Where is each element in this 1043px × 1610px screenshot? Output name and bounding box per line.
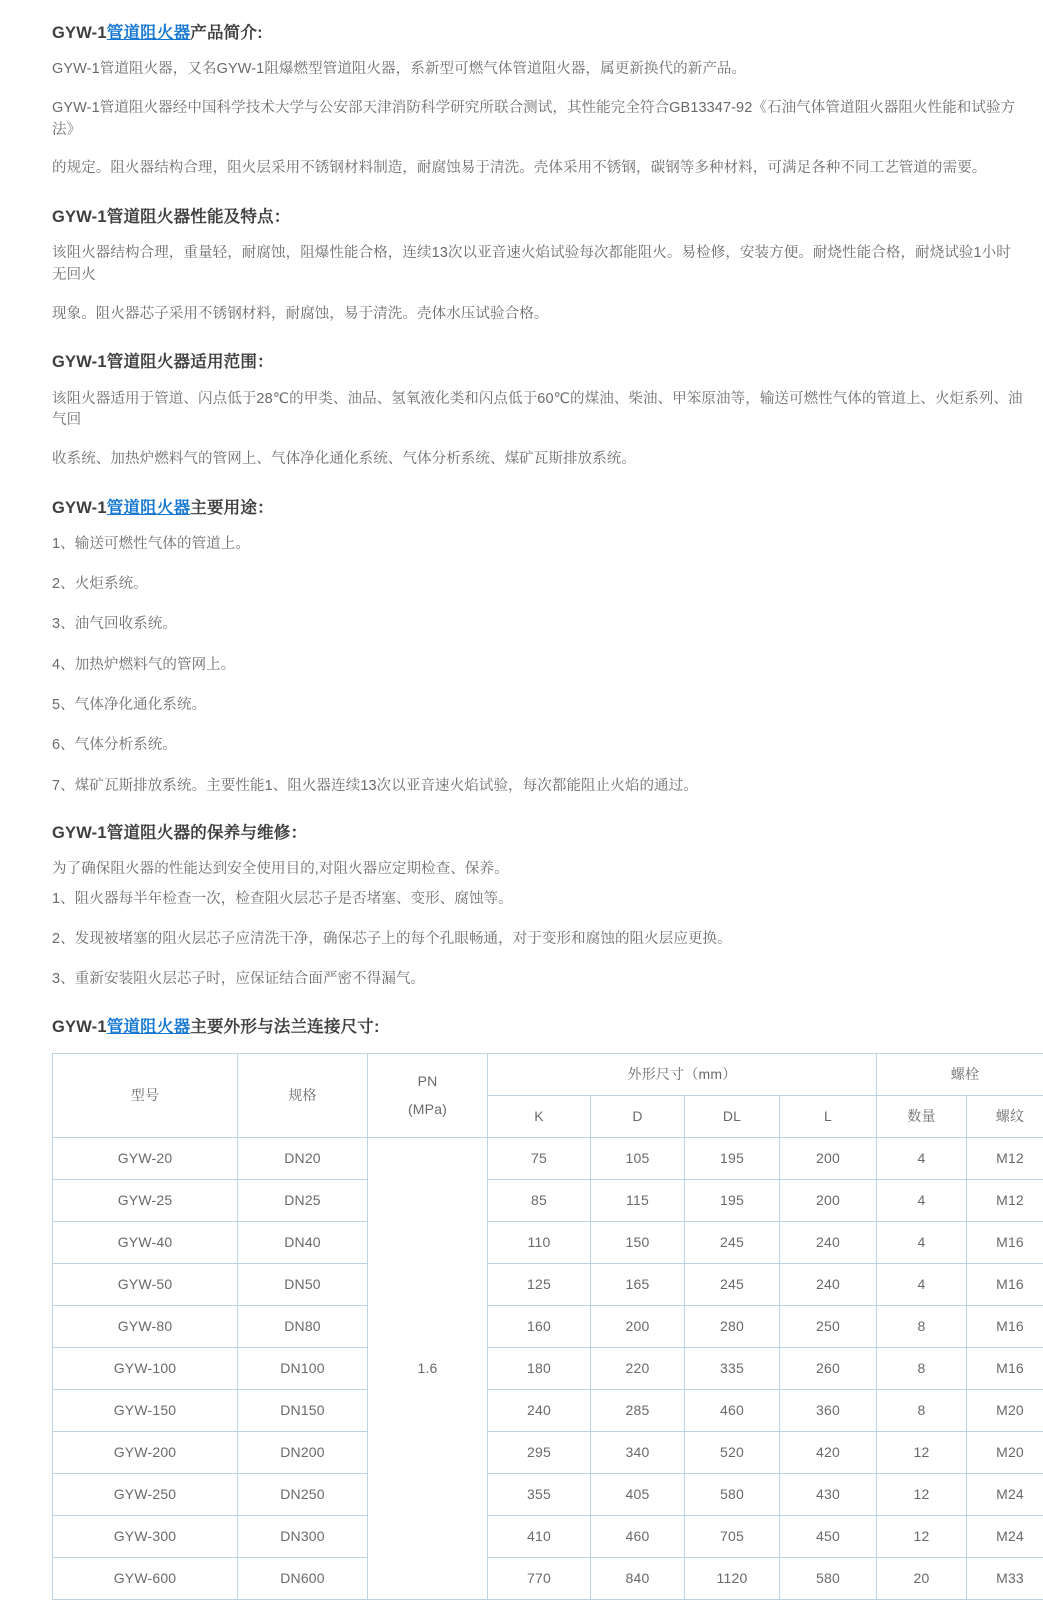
cell-dl: 335 xyxy=(685,1347,780,1389)
cell-qty: 4 xyxy=(877,1221,967,1263)
table-row xyxy=(53,1347,1043,1389)
cell-l: 240 xyxy=(780,1221,877,1263)
header-dl: DL xyxy=(685,1095,780,1137)
heading-dimensions xyxy=(52,1016,1023,1039)
cell-qty: 20 xyxy=(877,1557,967,1599)
cell-k: 355 xyxy=(488,1473,591,1515)
performance-paragraph-2: 现象。阻火器芯子采用不锈钢材料，耐腐蚀，易于清洗。壳体水压试验合格。 xyxy=(52,304,1023,326)
heading-scope: GYW-1管道阻火器适用范围： xyxy=(52,351,1023,374)
header-bolt-group: 螺栓 xyxy=(877,1053,1043,1095)
cell-qty: 4 xyxy=(877,1179,967,1221)
cell-thread: M20 xyxy=(967,1389,1043,1431)
header-k: K xyxy=(488,1095,591,1137)
cell-dl: 245 xyxy=(685,1263,780,1305)
heading-dimensions-prefix: GYW-1 xyxy=(52,1018,107,1036)
cell-dl: 245 xyxy=(685,1221,780,1263)
list-item: 6、气体分析系统。 xyxy=(52,735,1023,755)
spec-table-head xyxy=(53,1053,1043,1137)
cell-k: 410 xyxy=(488,1515,591,1557)
intro-paragraph-2: GYW-1管道阻火器经中国科学技术大学与公安部天津消防科学研究所联合测试，其性能完全符合GB13347-92《石油气体管道阻火器阻火性能和试验方法》 xyxy=(52,98,1023,142)
table-row xyxy=(53,1179,1043,1221)
cell-model: GYW-100 xyxy=(53,1347,238,1389)
cell-dl: 580 xyxy=(685,1473,780,1515)
cell-model: GYW-80 xyxy=(53,1305,238,1347)
cell-d: 405 xyxy=(591,1473,685,1515)
cell-thread: M12 xyxy=(967,1137,1043,1179)
table-row xyxy=(53,1137,1043,1179)
cell-k: 770 xyxy=(488,1557,591,1599)
cell-d: 105 xyxy=(591,1137,685,1179)
header-pn-line1: PN xyxy=(368,1067,487,1095)
cell-model: GYW-200 xyxy=(53,1431,238,1473)
cell-model: GYW-20 xyxy=(53,1137,238,1179)
cell-k: 295 xyxy=(488,1431,591,1473)
cell-l: 260 xyxy=(780,1347,877,1389)
heading-uses-suffix: 主要用途： xyxy=(190,499,274,517)
spec-table-body xyxy=(53,1137,1043,1599)
cell-l: 240 xyxy=(780,1263,877,1305)
cell-dl: 1120 xyxy=(685,1557,780,1599)
cell-spec: DN80 xyxy=(238,1305,368,1347)
cell-model: GYW-25 xyxy=(53,1179,238,1221)
table-row xyxy=(53,1263,1043,1305)
heading-dimensions-link[interactable]: 管道阻火器 xyxy=(107,1018,191,1036)
cell-qty: 12 xyxy=(877,1431,967,1473)
cell-l: 200 xyxy=(780,1179,877,1221)
performance-paragraph-1: 该阻火器结构合理，重量轻，耐腐蚀，阻爆性能合格，连续13次以亚音速火焰试验每次都能阻火。易检修，安装方便。耐烧性能合格，耐烧试验1小时无回火 xyxy=(52,243,1023,287)
list-item: 7、煤矿瓦斯排放系统。主要性能1、阻火器连续13次以亚音速火焰试验，每次都能阻止火焰的通过。 xyxy=(52,776,1023,796)
table-row xyxy=(53,1431,1043,1473)
heading-performance: GYW-1管道阻火器性能及特点： xyxy=(52,206,1023,229)
cell-thread: M24 xyxy=(967,1473,1043,1515)
cell-dl: 280 xyxy=(685,1305,780,1347)
cell-k: 160 xyxy=(488,1305,591,1347)
heading-uses-link[interactable]: 管道阻火器 xyxy=(107,499,191,517)
cell-model: GYW-600 xyxy=(53,1557,238,1599)
list-item: 4、加热炉燃料气的管网上。 xyxy=(52,655,1023,675)
cell-thread: M33 xyxy=(967,1557,1043,1599)
cell-k: 110 xyxy=(488,1221,591,1263)
cell-dl: 520 xyxy=(685,1431,780,1473)
cell-model: GYW-250 xyxy=(53,1473,238,1515)
cell-spec: DN300 xyxy=(238,1515,368,1557)
list-item: 3、重新安装阻火层芯子时，应保证结合面严密不得漏气。 xyxy=(52,969,1023,989)
cell-dl: 195 xyxy=(685,1179,780,1221)
section-uses xyxy=(52,497,1023,796)
cell-l: 450 xyxy=(780,1515,877,1557)
cell-qty: 4 xyxy=(877,1137,967,1179)
cell-spec: DN25 xyxy=(238,1179,368,1221)
cell-d: 150 xyxy=(591,1221,685,1263)
cell-spec: DN20 xyxy=(238,1137,368,1179)
cell-dl: 460 xyxy=(685,1389,780,1431)
cell-l: 250 xyxy=(780,1305,877,1347)
cell-thread: M20 xyxy=(967,1431,1043,1473)
list-item: 1、阻火器每半年检查一次，检查阻火层芯子是否堵塞、变形、腐蚀等。 xyxy=(52,889,1023,909)
table-row xyxy=(53,1389,1043,1431)
cell-qty: 8 xyxy=(877,1347,967,1389)
maintenance-list xyxy=(52,889,1023,990)
heading-intro xyxy=(52,22,1023,45)
cell-spec: DN250 xyxy=(238,1473,368,1515)
spec-table-wrapper xyxy=(52,1053,1023,1600)
header-qty: 数量 xyxy=(877,1095,967,1137)
cell-pn-value: 1.6 xyxy=(368,1137,488,1599)
cell-d: 840 xyxy=(591,1557,685,1599)
cell-spec: DN100 xyxy=(238,1347,368,1389)
cell-k: 180 xyxy=(488,1347,591,1389)
cell-d: 200 xyxy=(591,1305,685,1347)
table-row xyxy=(53,1515,1043,1557)
cell-model: GYW-300 xyxy=(53,1515,238,1557)
spec-table xyxy=(52,1053,1043,1600)
section-dimensions xyxy=(52,1016,1023,1600)
list-item: 2、发现被堵塞的阻火层芯子应清洗干净，确保芯子上的每个孔眼畅通，对于变形和腐蚀的阻火层应更换。 xyxy=(52,929,1023,949)
header-pn-line2: (MPa) xyxy=(368,1095,487,1123)
cell-thread: M16 xyxy=(967,1305,1043,1347)
cell-l: 420 xyxy=(780,1431,877,1473)
uses-list xyxy=(52,534,1023,796)
cell-spec: DN40 xyxy=(238,1221,368,1263)
cell-d: 115 xyxy=(591,1179,685,1221)
cell-dl: 705 xyxy=(685,1515,780,1557)
cell-spec: DN150 xyxy=(238,1389,368,1431)
cell-d: 220 xyxy=(591,1347,685,1389)
maintenance-lead: 为了确保阻火器的性能达到安全使用目的,对阻火器应定期检查、保养。 xyxy=(52,859,1023,881)
heading-maintenance: GYW-1管道阻火器的保养与维修： xyxy=(52,822,1023,845)
header-thread: 螺纹 xyxy=(967,1095,1043,1137)
cell-d: 460 xyxy=(591,1515,685,1557)
cell-spec: DN200 xyxy=(238,1431,368,1473)
cell-l: 360 xyxy=(780,1389,877,1431)
section-scope xyxy=(52,351,1023,470)
scope-paragraph-1: 该阻火器适用于管道、闪点低于28℃的甲类、油品、氢氧液化类和闪点低于60℃的煤油、柴油、甲笨原油等，输送可燃性气体的管道上、火炬系列、油气回 xyxy=(52,389,1023,433)
cell-thread: M24 xyxy=(967,1515,1043,1557)
heading-uses xyxy=(52,497,1023,520)
cell-thread: M12 xyxy=(967,1179,1043,1221)
cell-d: 285 xyxy=(591,1389,685,1431)
cell-qty: 4 xyxy=(877,1263,967,1305)
header-pn xyxy=(368,1053,488,1137)
table-header-row-1 xyxy=(53,1053,1043,1095)
table-row xyxy=(53,1221,1043,1263)
cell-model: GYW-150 xyxy=(53,1389,238,1431)
heading-intro-link[interactable]: 管道阻火器 xyxy=(107,24,191,42)
intro-paragraph-1: GYW-1管道阻火器，又名GYW-1阻爆燃型管道阻火器，系新型可燃气体管道阻火器，属更新换代的新产品。 xyxy=(52,59,1023,81)
cell-thread: M16 xyxy=(967,1263,1043,1305)
table-row xyxy=(53,1557,1043,1599)
cell-spec: DN600 xyxy=(238,1557,368,1599)
list-item: 3、油气回收系统。 xyxy=(52,614,1023,634)
table-row xyxy=(53,1305,1043,1347)
list-item: 2、火炬系统。 xyxy=(52,574,1023,594)
list-item: 1、输送可燃性气体的管道上。 xyxy=(52,534,1023,554)
scope-paragraph-2: 收系统、加热炉燃料气的管网上、气体净化通化系统、气体分析系统、煤矿瓦斯排放系统。 xyxy=(52,449,1023,471)
cell-l: 580 xyxy=(780,1557,877,1599)
section-maintenance xyxy=(52,822,1023,990)
header-model: 型号 xyxy=(53,1053,238,1137)
cell-thread: M16 xyxy=(967,1347,1043,1389)
heading-intro-suffix: 产品简介: xyxy=(190,24,263,42)
cell-k: 125 xyxy=(488,1263,591,1305)
cell-model: GYW-50 xyxy=(53,1263,238,1305)
cell-k: 85 xyxy=(488,1179,591,1221)
header-spec: 规格 xyxy=(238,1053,368,1137)
cell-k: 75 xyxy=(488,1137,591,1179)
cell-l: 200 xyxy=(780,1137,877,1179)
heading-dimensions-suffix: 主要外形与法兰连接尺寸: xyxy=(190,1018,379,1036)
cell-thread: M16 xyxy=(967,1221,1043,1263)
cell-d: 340 xyxy=(591,1431,685,1473)
cell-l: 430 xyxy=(780,1473,877,1515)
heading-intro-prefix: GYW-1 xyxy=(52,24,107,42)
cell-qty: 8 xyxy=(877,1389,967,1431)
section-performance xyxy=(52,206,1023,325)
cell-dl: 195 xyxy=(685,1137,780,1179)
cell-d: 165 xyxy=(591,1263,685,1305)
heading-uses-prefix: GYW-1 xyxy=(52,499,107,517)
list-item: 5、气体净化通化系统。 xyxy=(52,695,1023,715)
header-dimensions-group: 外形尺寸（mm） xyxy=(488,1053,877,1095)
cell-qty: 12 xyxy=(877,1515,967,1557)
cell-qty: 12 xyxy=(877,1473,967,1515)
header-l: L xyxy=(780,1095,877,1137)
cell-k: 240 xyxy=(488,1389,591,1431)
cell-spec: DN50 xyxy=(238,1263,368,1305)
intro-paragraph-3: 的规定。阻火器结构合理，阻火层采用不锈钢材料制造，耐腐蚀易于清洗。壳体采用不锈钢，碳钢等多种材料，可满足各种不同工艺管道的需要。 xyxy=(52,158,1023,180)
cell-model: GYW-40 xyxy=(53,1221,238,1263)
section-intro xyxy=(52,22,1023,180)
cell-qty: 8 xyxy=(877,1305,967,1347)
table-row xyxy=(53,1473,1043,1515)
header-d: D xyxy=(591,1095,685,1137)
